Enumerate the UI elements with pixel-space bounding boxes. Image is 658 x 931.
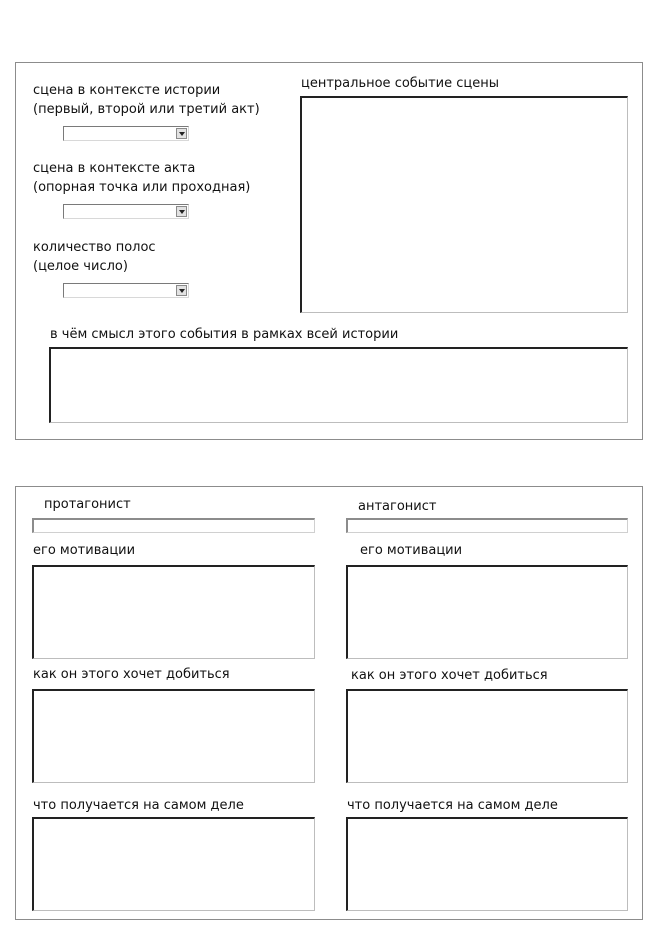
chevron-down-icon[interactable] [176, 285, 187, 296]
act-context-label: сцена в контексте акта [33, 161, 196, 176]
story-context-hint: (первый, второй или третий акт) [33, 102, 260, 117]
central-event-label: центральное событие сцены [301, 76, 499, 91]
meaning-textarea[interactable] [49, 347, 628, 423]
strips-count-hint: (целое число) [33, 259, 128, 274]
protagonist-reality-textarea[interactable] [32, 817, 315, 911]
central-event-textarea[interactable] [300, 96, 628, 313]
antagonist-name-input[interactable] [346, 518, 628, 533]
antagonist-reality-textarea[interactable] [346, 817, 628, 911]
antagonist-label: антагонист [358, 499, 437, 514]
protagonist-how-label: как он этого хочет добиться [33, 667, 230, 682]
act-context-hint: (опорная точка или проходная) [33, 180, 251, 195]
story-context-select[interactable] [63, 126, 189, 141]
characters-panel [15, 486, 643, 920]
antagonist-reality-label: что получается на самом деле [347, 798, 558, 813]
chevron-down-icon[interactable] [176, 206, 187, 217]
protagonist-motivations-textarea[interactable] [32, 565, 315, 659]
story-context-label: сцена в контексте истории [33, 83, 221, 98]
act-context-select[interactable] [63, 204, 189, 219]
antagonist-how-textarea[interactable] [346, 689, 628, 783]
strips-count-select[interactable] [63, 283, 189, 298]
antagonist-how-label: как он этого хочет добиться [351, 668, 548, 683]
strips-count-label: количество полос [33, 240, 156, 255]
protagonist-label: протагонист [44, 497, 131, 512]
protagonist-reality-label: что получается на самом деле [33, 798, 244, 813]
antagonist-motivations-label: его мотивации [360, 543, 463, 558]
protagonist-name-input[interactable] [32, 518, 315, 533]
meaning-label: в чём смысл этого события в рамках всей истории [50, 327, 399, 342]
antagonist-motivations-textarea[interactable] [346, 565, 628, 659]
protagonist-motivations-label: его мотивации [33, 543, 136, 558]
scene-panel [15, 62, 643, 440]
chevron-down-icon[interactable] [176, 128, 187, 139]
protagonist-how-textarea[interactable] [32, 689, 315, 783]
